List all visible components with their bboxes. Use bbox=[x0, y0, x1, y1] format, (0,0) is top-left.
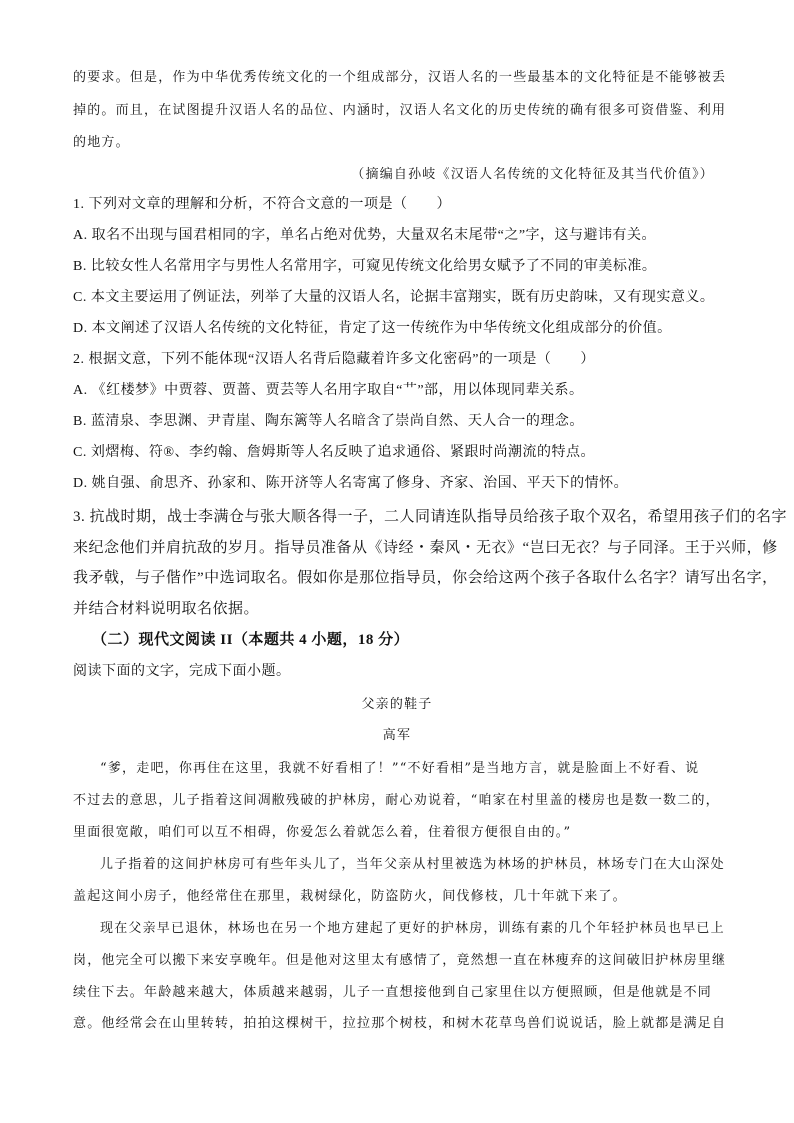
story-line-2: 不过去的意思，儿子指着这间凋敝残破的护林房，耐心劝说着，“咱家在村里盖的楼房也是数一数二的， bbox=[73, 793, 720, 808]
passage-end-line-2: 掉的。而且，在试图提升汉语人名的品位、内涵时，汉语人名文化的历史传统的确有很多可资借鉴、利用 bbox=[73, 103, 727, 118]
story-line-3: 里面很宽敞，咱们可以互不相碍，你爱怎么着就怎么着，住着很方便很自由的。” bbox=[73, 825, 572, 840]
story-line-4: 儿子指着的这间护林房可有些年头儿了，当年父亲从村里被选为林场的护林员，林场专门在大山深处 bbox=[100, 857, 725, 872]
question-3-line-1: 3. 抗战时期，战士李满仓与张大顺各得一子，二人同请连队指导员给孩子取个双名，希望用孩子们的名字 bbox=[73, 509, 788, 525]
story-line-8: 续住下去。年龄越来越大，体质越来越弱，儿子一直想接他到自己家里住以方便照顾，但是他就是不同 bbox=[73, 985, 713, 1000]
question-2-stem: 2. 根据文意，下列不能体现“汉语人名背后隐藏着许多文化密码”的一项是（ ） bbox=[73, 352, 595, 367]
question-1-option-d: D. 本文阐述了汉语人名传统的文化特征，肯定了这一传统作为中华传统文化组成部分的价值。 bbox=[73, 321, 672, 336]
source-citation: （摘编自孙岐《汉语人名传统的文化特征及其当代价值》） bbox=[351, 167, 714, 182]
question-2-option-d: D. 姚自强、俞思齐、孙家和、陈开济等人名寄寓了修身、齐家、治国、平天下的情怀。 bbox=[73, 476, 629, 491]
story-title: 父亲的鞋子 bbox=[361, 697, 433, 712]
reading-instruction: 阅读下面的文字，完成下面小题。 bbox=[73, 664, 291, 679]
passage-end-line-3: 的地方。 bbox=[73, 135, 130, 150]
question-1-option-b: B. 比较女性人名常用字与男性人名常用字，可窥见传统文化给男女赋予了不同的审美标准。 bbox=[73, 259, 657, 274]
story-author: 高军 bbox=[382, 728, 412, 743]
question-1-option-c: C. 本文主要运用了例证法，列举了大量的汉语人名，论据丰富翔实，既有历史韵味，又有现实意义。 bbox=[73, 290, 715, 305]
story-line-1: “爹，走吧，你再住在这里，我就不好看相了！”“不好看相”是当地方言，就是脸面上不好看、说 bbox=[100, 761, 700, 776]
question-3-line-3: 我矛戟，与子偕作”中选词取名。假如你是那位指导员，你会给这两个孩子各取什么名字？请写出名字， bbox=[73, 570, 778, 586]
question-3-line-2: 来纪念他们并肩抗敌的岁月。指导员准备从《诗经・秦风・无衣》“岂曰无衣？与子同泽。王于兴师，修 bbox=[73, 540, 778, 556]
story-line-9: 意。他经常会在山里转转，拍拍这棵树干，拉拉那个树枝，和树木花草鸟兽们说说话，脸上就都是满足自 bbox=[73, 1016, 727, 1031]
section-heading: （二）现代文阅读 II（本题共 4 小题，18 分） bbox=[92, 632, 410, 648]
question-2-option-a: A. 《红楼梦》中贾蓉、贾蔷、贾芸等人名用字取自“艹”部，用以体现同辈关系。 bbox=[73, 383, 584, 398]
passage-end-line-1: 的要求。但是，作为中华优秀传统文化的一个组成部分，汉语人名的一些最基本的文化特征是不能够被丢 bbox=[73, 70, 727, 85]
question-3-line-4: 并结合材料说明取名依据。 bbox=[73, 601, 260, 617]
question-1-stem: 1. 下列对文章的理解和分析，不符合文意的一项是（ ） bbox=[73, 197, 451, 212]
story-line-7: 岗，他完全可以搬下来安享晚年。但是他对这里太有感情了，竟然想一直在林瘦弃的这间破旧护林房里继 bbox=[73, 953, 727, 968]
story-line-6: 现在父亲早已退休，林场也在另一个地方建起了更好的护林房，训练有素的几个年轻护林员也早已上 bbox=[100, 921, 725, 936]
question-1-option-a: A. 取名不出现与国君相同的字，单名占绝对优势，大量双名末尾带“之”字，这与避讳有关。 bbox=[73, 228, 657, 243]
story-line-5: 盖起这间小房子，他经常住在那里，栽树绿化，防盗防火，间伐修枝，几十年就下来了。 bbox=[73, 889, 627, 904]
question-2-option-b: B. 蓝清泉、李思渊、尹青崖、陶东篱等人名暗含了崇尚自然、天人合一的理念。 bbox=[73, 414, 584, 429]
question-2-option-c: C. 刘熠梅、符®、李约翰、詹姆斯等人名反映了追求通俗、紧跟时尚潮流的特点。 bbox=[73, 445, 595, 460]
